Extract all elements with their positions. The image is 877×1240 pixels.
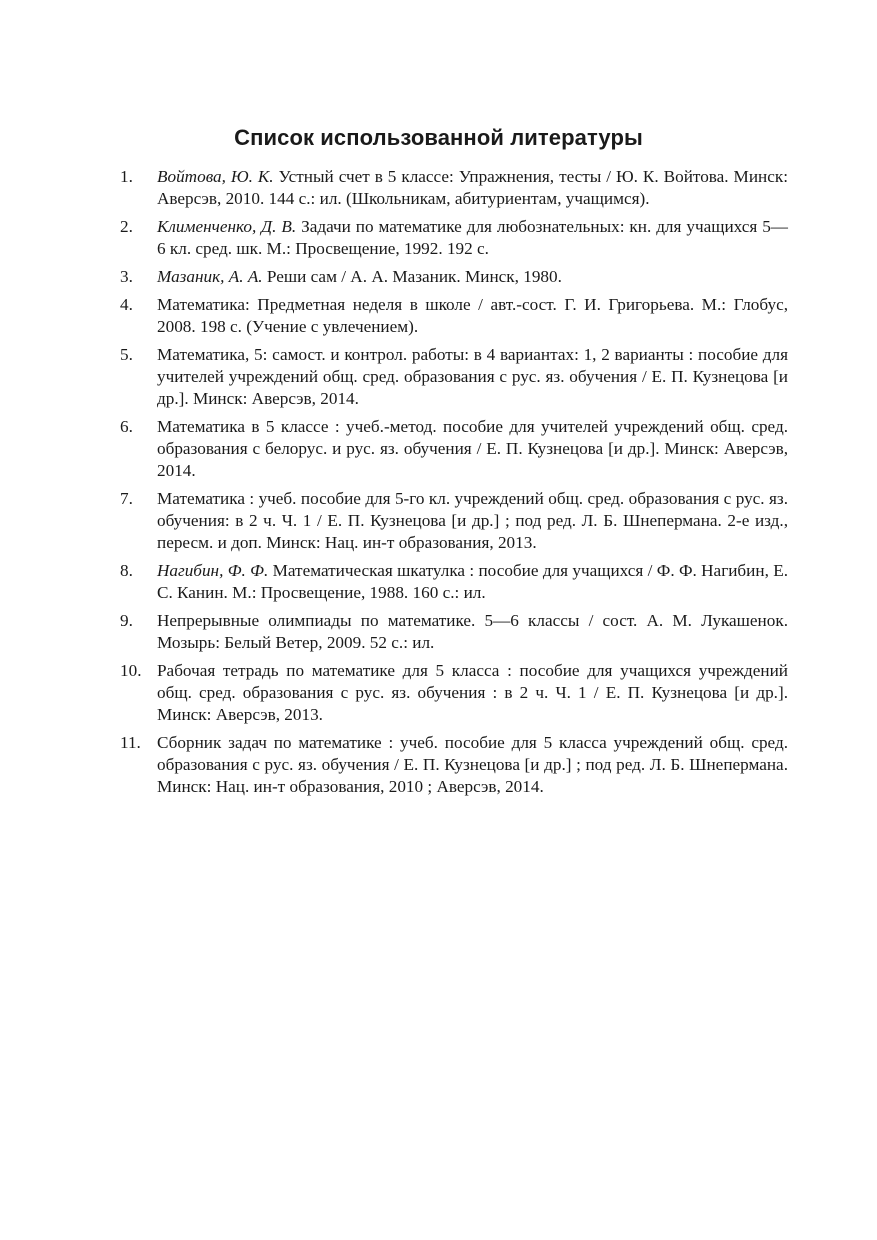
reference-number: 11. <box>120 733 141 752</box>
reference-author: Мазаник, А. А. <box>157 267 263 286</box>
reference-item <box>120 166 788 210</box>
reference-item <box>120 344 788 410</box>
reference-number: 4. <box>120 295 133 314</box>
reference-number: 1. <box>120 167 133 186</box>
reference-list <box>120 166 788 804</box>
reference-item <box>120 216 788 260</box>
reference-item <box>120 732 788 798</box>
reference-text: Сборник задач по математике : учеб. пособие для 5 класса учреждений общ. сред. образования с рус. яз. обучения / Е. П. Кузнецова [и др.] ; под ред. Л. Б. Шнепермана. Минск: Нац. ин-т образования, 2010 ; Аверсэв, 2014. <box>157 733 788 796</box>
reference-number: 7. <box>120 489 133 508</box>
reference-number: 6. <box>120 417 133 436</box>
reference-text: Математика, 5: самост. и контрол. работы: в 4 вариантах: 1, 2 варианты : пособие для учителей учреждений общ. сред. образования с рус. яз. обучения / Е. П. Кузнецова [и др.]. Минск: Аверсэв, 2014. <box>157 345 788 408</box>
reference-text: Математическая шкатулка : пособие для учащихся / Ф. Ф. Нагибин, Е. С. Канин. М.: Просвещение, 1988. 160 с.: ил. <box>157 561 788 602</box>
reference-number: 2. <box>120 217 133 236</box>
reference-item <box>120 294 788 338</box>
reference-item <box>120 266 788 288</box>
reference-item <box>120 560 788 604</box>
reference-text: Устный счет в 5 классе: Упражнения, тесты / Ю. К. Войтова. Минск: Аверсэв, 2010. 144 с.: ил. (Школьникам, абитуриентам, учащимся). <box>157 167 788 208</box>
reference-number: 8. <box>120 561 133 580</box>
reference-number: 5. <box>120 345 133 364</box>
reference-text: Математика: Предметная неделя в школе / авт.-сост. Г. И. Григорьева. М.: Глобус, 2008. 198 с. (Учение с увлечением). <box>157 295 788 336</box>
reference-text: Реши сам / А. А. Мазаник. Минск, 1980. <box>262 267 562 286</box>
reference-text: Математика в 5 классе : учеб.-метод. пособие для учителей учреждений общ. сред. образования с белорус. и рус. яз. обучения / Е. П. Кузнецова [и др.]. Минск: Аверсэв, 2014. <box>157 417 788 480</box>
reference-text: Непрерывные олимпиады по математике. 5—6 классы / сост. А. М. Лукашенок. Мозырь: Белый Ветер, 2009. 52 с.: ил. <box>157 611 788 652</box>
reference-item <box>120 416 788 482</box>
reference-item <box>120 610 788 654</box>
reference-text: Рабочая тетрадь по математике для 5 класса : пособие для учащихся учреждений общ. сред. образования с рус. яз. обучения : в 2 ч. Ч. 1 / Е. П. Кузнецова [и др.]. Минск: Аверсэв, 2013. <box>157 661 788 724</box>
reference-text: Математика : учеб. пособие для 5-го кл. учреждений общ. сред. образования с рус. яз. обучения: в 2 ч. Ч. 1 / Е. П. Кузнецова [и др.] ; под ред. Л. Б. Шнепермана. 2-е изд., пересм. и доп. Минск: Нац. ин-т образования, 2013. <box>157 489 788 552</box>
page-title: Список использованной литературы <box>234 124 643 150</box>
reference-item <box>120 488 788 554</box>
reference-number: 9. <box>120 611 133 630</box>
reference-author: Войтова, Ю. К. <box>157 167 274 186</box>
reference-number: 3. <box>120 267 133 286</box>
reference-number: 10. <box>120 661 142 680</box>
reference-author: Клименченко, Д. В. <box>157 217 297 236</box>
reference-author: Нагибин, Ф. Ф. <box>157 561 269 580</box>
reference-text: Задачи по математике для любознательных: кн. для учащихся 5—6 кл. сред. шк. М.: Просвещение, 1992. 192 с. <box>157 217 788 258</box>
reference-item <box>120 660 788 726</box>
